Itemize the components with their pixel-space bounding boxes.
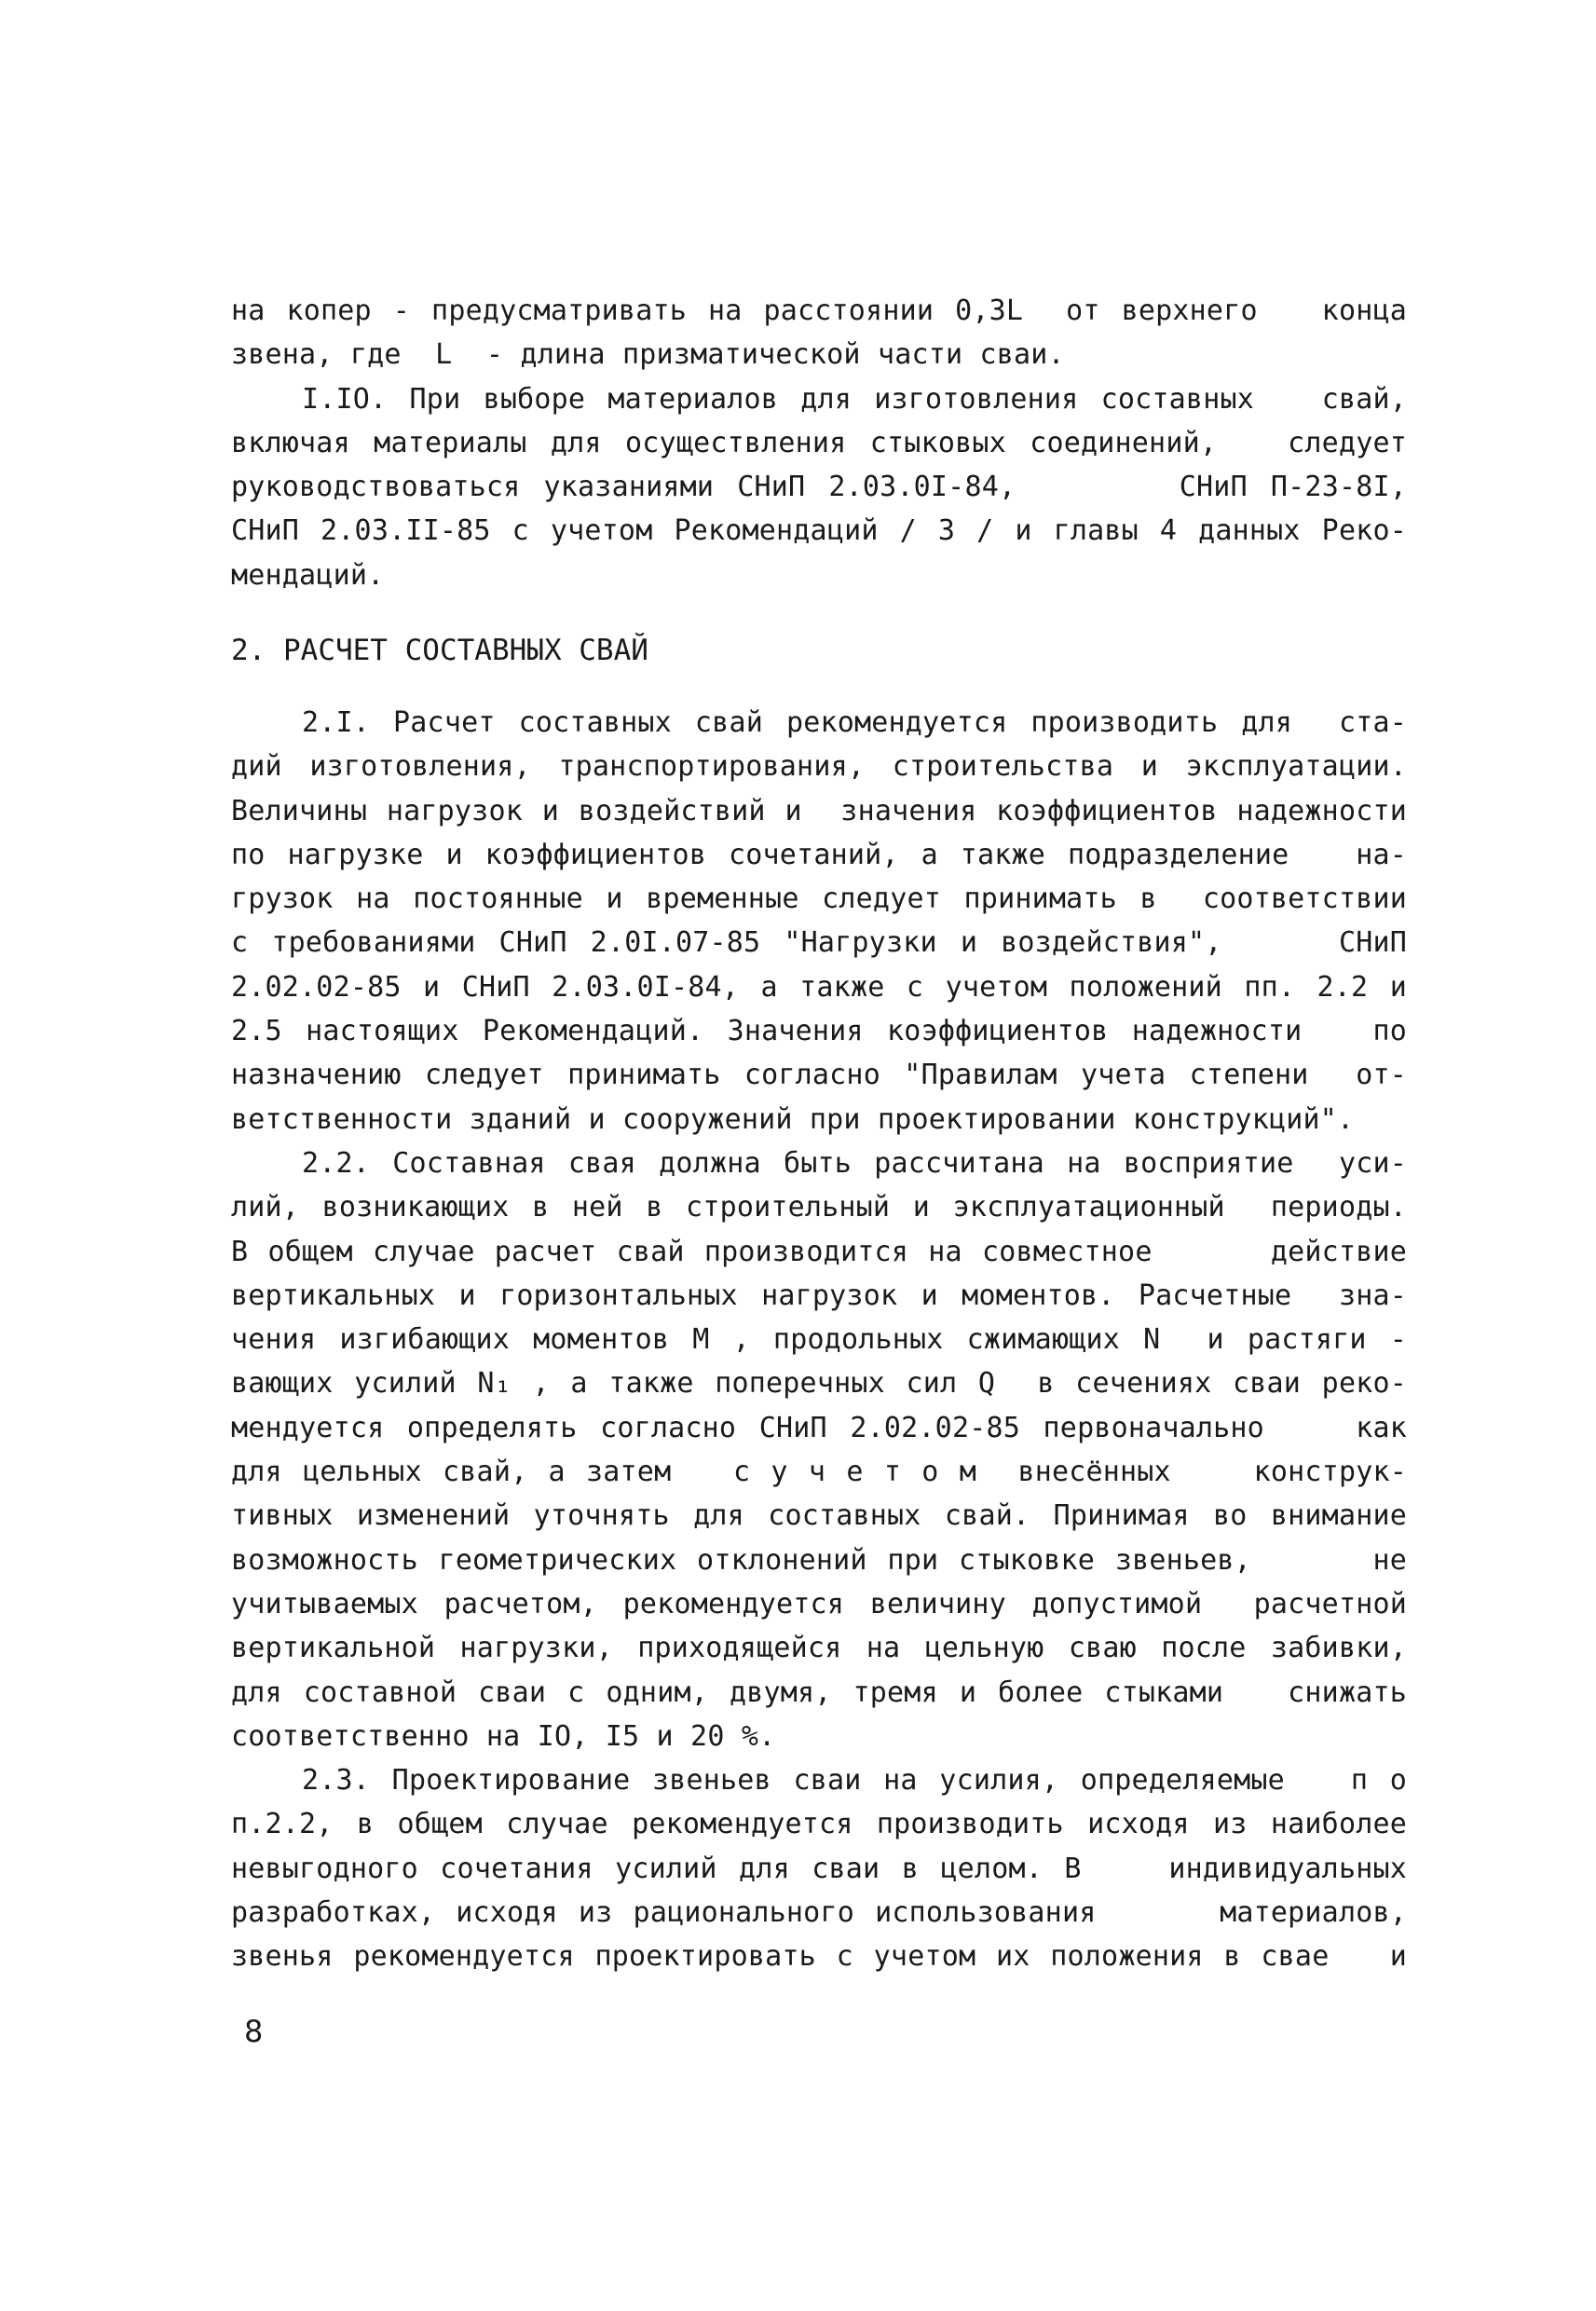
- text-line: руководствоваться указаниями СНиП 2.03.0I-84, СНиП П-23-8I,: [231, 471, 1407, 504]
- page-number: 8: [244, 2014, 264, 2049]
- text-line: разработках, исходя из рационального использования материалов,: [231, 1896, 1407, 1930]
- text-line: вертикальной нагрузки, приходящейся на цельную сваю после забивки,: [231, 1632, 1407, 1665]
- text-line: 2.02.02-85 и СНиП 2.03.0I-84, а также с учетом положений пп. 2.2 и: [231, 970, 1407, 1004]
- text-line: тивных изменений уточнять для составных свай. Принимая во внимание: [231, 1499, 1407, 1533]
- text-line: возможность геометрических отклонений при стыковке звеньев, не: [231, 1543, 1407, 1577]
- text-line: чения изгибающих моментов M , продольных сжимающих N и растяги -: [231, 1323, 1407, 1357]
- text-line: включая материалы для осуществления стыковых соединений, следует: [231, 426, 1407, 459]
- text-line: учитываемых расчетом, рекомендуется величину допустимой расчетной: [231, 1587, 1407, 1620]
- text-line: соответственно на IO, I5 и 20 %.: [231, 1719, 776, 1753]
- text-line: 2.2. Составная свая должна быть рассчитана на восприятие уси-: [302, 1146, 1407, 1180]
- text-line: 2.3. Проектирование звеньев сваи на усилия, определяемые п о: [302, 1764, 1407, 1798]
- text-line: I.IO. При выборе материалов для изготовления составных свай,: [302, 382, 1407, 416]
- text-line: для составной сваи с одним, двумя, тремя и более стыками снижать: [231, 1675, 1407, 1709]
- text-line: мендаций.: [231, 558, 385, 592]
- text-line: с требованиями СНиП 2.0I.07-85 "Нагрузки и воздействия", СНиП: [231, 926, 1407, 960]
- text-line: вающих усилий N₁ , а также поперечных сил Q в сечениях сваи реко-: [231, 1367, 1407, 1401]
- text-line: по нагрузке и коэффициентов сочетаний, а также подразделение на-: [231, 838, 1407, 871]
- text-line: назначению следует принимать согласно "Правилам учета степени от-: [231, 1059, 1407, 1092]
- text-line: 2.5 настоящих Рекомендаций. Значения коэффициентов надежности по: [231, 1015, 1407, 1048]
- section-body: [231, 701, 1407, 1979]
- section-heading: 2. РАСЧЕТ СОСТАВНЫХ СВАЙ: [231, 634, 648, 667]
- text-line: звенья рекомендуется проектировать с учетом их положения в свае и: [231, 1940, 1407, 1974]
- text-line: грузок на постоянные и временные следует принимать в соответствии: [231, 882, 1407, 916]
- text-line: звена, где L - длина призматической части сваи.: [231, 338, 1065, 372]
- text-line: для цельных свай, а затем с у ч е т о м внесённых конструк-: [231, 1456, 1407, 1489]
- text-line: невыгодного сочетания усилий для сваи в целом. В индивидуальных: [231, 1852, 1407, 1885]
- text-line: ветственности зданий и сооружений при проектировании конструкций".: [231, 1102, 1355, 1136]
- text-line: п.2.2, в общем случае рекомендуется производить исходя из наиболее: [231, 1808, 1407, 1841]
- text-line: лий, возникающих в ней в строительный и эксплуатационный периоды.: [231, 1191, 1407, 1224]
- text-line: дий изготовления, транспортирования, строительства и эксплуатации.: [231, 750, 1407, 784]
- text-line: 2.I. Расчет составных свай рекомендуется производить для ста-: [302, 706, 1407, 739]
- intro-paragraphs: [231, 289, 1407, 597]
- text-line: В общем случае расчет свай производится на совместное действие: [231, 1235, 1407, 1268]
- text-line: на копер - предусматривать на расстоянии 0,3L от верхнего конца: [231, 294, 1407, 327]
- text-line: мендуется определять согласно СНиП 2.02.02-85 первоначально как: [231, 1411, 1407, 1444]
- text-line: СНиП 2.03.II-85 с учетом Рекомендаций / 3 / и главы 4 данных Реко-: [231, 514, 1407, 548]
- text-line: Величины нагрузок и воздействий и значения коэффициентов надежности: [231, 794, 1407, 827]
- text-line: вертикальных и горизонтальных нагрузок и моментов. Расчетные зна-: [231, 1279, 1407, 1312]
